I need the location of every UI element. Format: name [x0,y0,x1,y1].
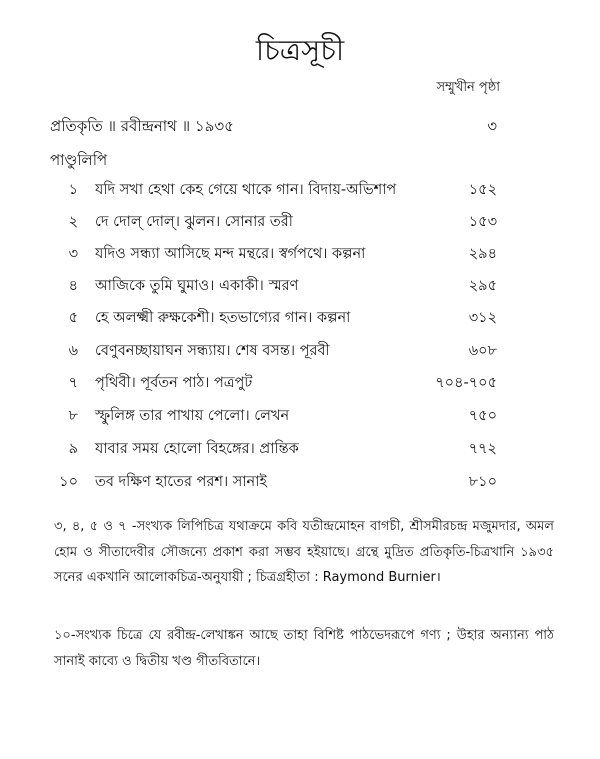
item-text: আজিকে তুমি ঘুমাও। একাকী। স্মরণ [95,278,299,294]
item-text: হে অলক্ষ্মী রুক্ষকেশী। হতভাগ্যের গান। কল্পনা [95,310,351,326]
list-item [0,405,600,429]
list-item [0,438,600,462]
item-number: ৭ [68,375,78,391]
item-number: ৪ [68,278,78,294]
item-text: যাবার সময় হোলো বিহঙ্গের। প্রান্তিক [95,441,299,457]
item-page: ৩১২ [468,310,497,326]
list-item [0,211,600,235]
item-page: ৬০৮ [468,343,497,359]
item-number: ৩ [68,246,78,262]
list-item [0,243,600,267]
page-title: চিত্রসূচী [255,33,345,67]
item-text: পৃথিবী। পূর্বতন পাঠ। পত্রপুট [95,375,253,391]
item-page: ১৫৩ [468,214,497,230]
column-header-facing-page: সম্মুখীন পৃষ্ঠা [436,80,500,95]
portrait-page-number: ৩ [487,117,497,135]
list-item [0,372,600,396]
list-item [0,179,600,203]
note-credits: ৩, ৪, ৫ ও ৭ -সংখ্যক লিপিচিত্র যথাক্রমে কবি যতীন্দ্রমোহন বাগচী, শ্রীসমীরচন্দ্র মজুমদার, অমল হোম ও সীতাদেবীর সৌজন্যে প্রকাশ করা সম্ভব হইয়াছে। গ্রন্থে মুদ্রিত প্রতিকৃতি-চিত্রখানি ১৯৩৫ সনের একখানি আলোকচিত্র-অনুযায়ী ; চিত্রগ্রহীতা : Raymond Burnier। [54,519,554,585]
item-page: ১৫২ [468,182,497,198]
item-number: ৬ [68,343,78,359]
item-page: ৭৫০ [468,408,497,424]
item-text: যদি সখা হেথা কেহ গেয়ে থাকে গান। বিদায়-অভিশাপ [95,182,397,198]
item-page: ২৯৫ [468,278,497,294]
item-page: ২৯৪ [468,246,497,262]
list-item [0,340,600,364]
section-title-manuscripts: পাণ্ডুলিপি [50,151,108,169]
item-page: ৭০৪-৭০৫ [435,375,497,391]
item-number: ৫ [68,310,78,326]
item-number: ৯ [68,441,78,457]
item-page: ৮১০ [468,474,497,490]
item-number: ৮ [68,408,78,424]
item-page: ৭৭২ [468,441,497,457]
item-number: ১ [68,182,78,198]
item-text: স্ফুলিঙ্গ তার পাখায় পেলো। লেখন [95,408,290,424]
list-item [0,275,600,299]
item-text: যদিও সন্ধ্যা আসিছে মন্দ মন্থরে। স্বর্গপথে। কল্পনা [95,246,366,262]
portrait-entry: প্রতিকৃতি ॥ রবীন্দ্রনাথ ॥ ১৯৩৫ [50,117,234,135]
item-text: দে দোল্ দোল্। ঝুলন। সোনার তরী [95,214,293,230]
note-variant-reading: ১০-সংখ্যক চিত্রে যে রবীন্দ্র-লেখাঙ্কন আছে তাহা বিশিষ্ট পাঠভেদরূপে গণ্য ; উহার অন্যান্য পাঠ সানাই কাব্যে ও দ্বিতীয় খণ্ড গীতবিতানে। [54,628,554,669]
item-number: ২ [68,214,78,230]
item-text: বেণুবনচ্ছায়াঘন সন্ধ্যায়। শেষ বসন্ত। পূরবী [95,343,330,359]
item-number: ১০ [59,474,78,490]
list-item [0,471,600,495]
list-item [0,307,600,331]
item-text: তব দক্ষিণ হাতের পরশ। সানাই [95,474,267,490]
